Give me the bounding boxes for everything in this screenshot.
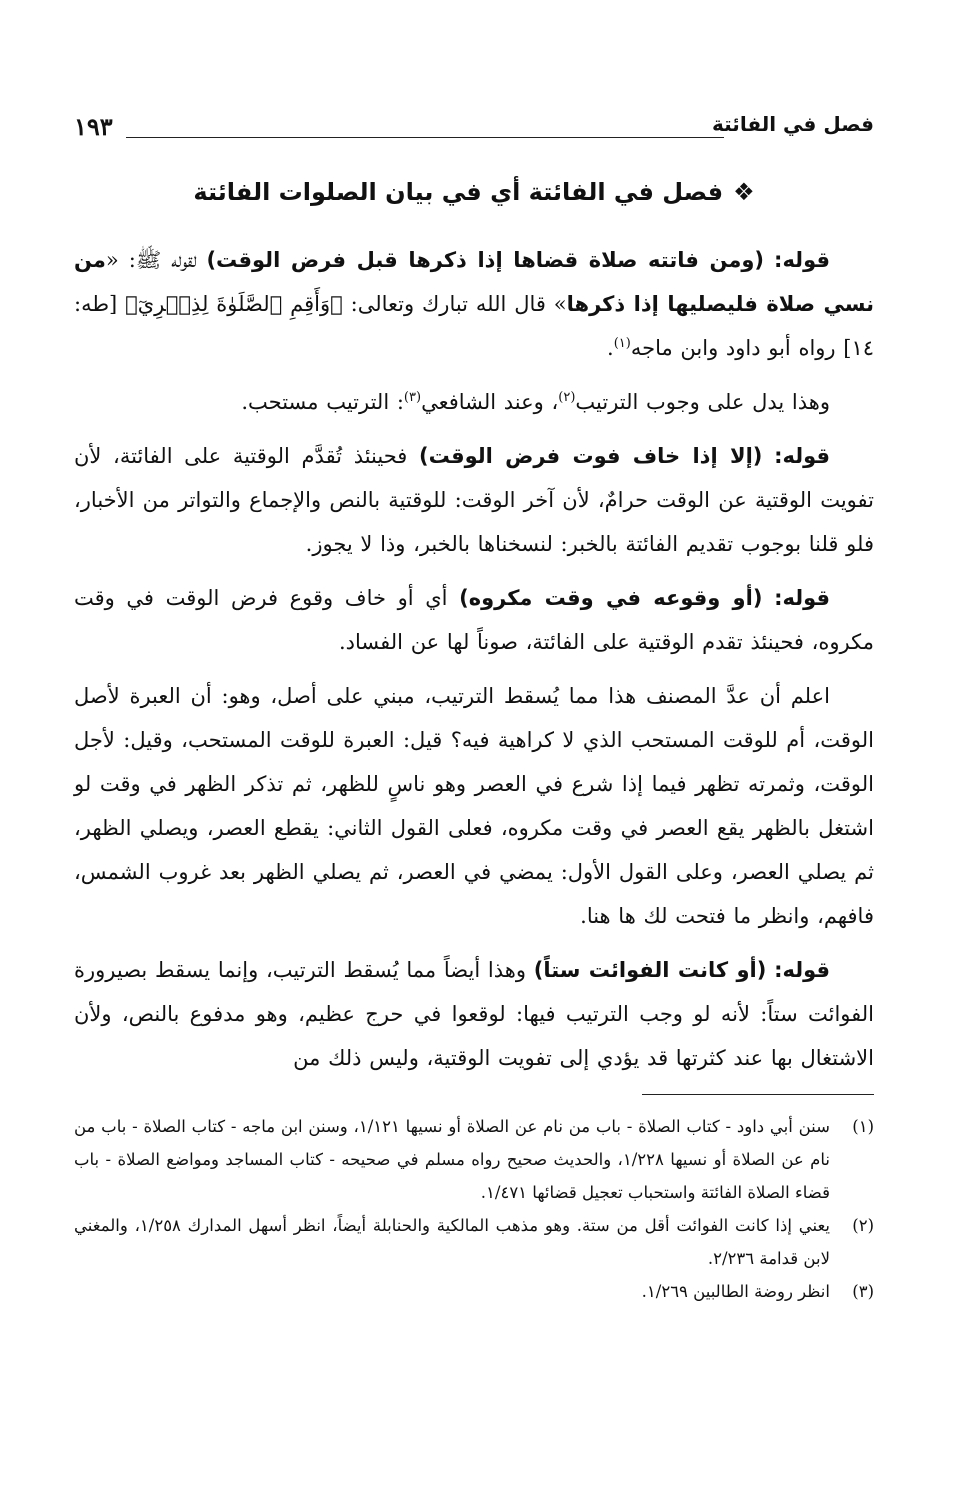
paragraph-3 [74,434,874,566]
paragraph-6 [74,948,874,1080]
footnote-ref[interactable]: (١) [613,336,631,351]
footnote-number: (١) [852,1117,874,1136]
qawluhu-label: قوله: [774,586,830,610]
hadith-text: من نسي صلاة فليصليها إذا ذكرها [74,248,875,316]
running-title: فصل في الفائتة [712,112,874,136]
footnote-text: يعني إذا كانت الفوائت أقل من ستة. وهو مذهب المالكية والحنابلة أيضاً، انظر أسهل المدارك ١/٢٥٨، والمغني لابن قدامة ٢/٢٣٦. [74,1216,830,1268]
paragraph-text: اعلم أن عدَّ المصنف هذا مما يُسقط الترتيب، مبني على أصل، وهو: أن العبرة لأصل الوقت، أم للوقت المستحب الذي لا كراهية فيه؟ قيل: العبرة للوقت المستحب، وقيل: لأجل الوقت، وثمرته تظهر فيما إذا شرع في العصر وهو ناسٍ للظهر، ثم تذكر الظهر في وقت لو اشتغل بالظهر يقع العصر في وقت مكروه، فعلى القول الثاني: يقطع العصر، ويصلي الظهر، ثم يصلي العصر، وعلى القول الأول: يمضي في العصر، ثم يصلي الظهر بعد غروب الشمس، فافهم، وانظر ما فتحت لك ها هنا. [74,684,874,928]
paragraph-text: ، وعند الشافعي [421,390,559,414]
paragraph-5 [74,674,874,938]
qawluhu-label: قوله: [774,958,830,982]
paragraph-text: : الترتيب مستحب. [241,390,404,414]
footnotes [74,1110,874,1308]
running-header [74,112,874,146]
page-number: ١٩٣ [74,112,113,141]
footnote-number: (٢) [852,1216,874,1235]
footnote-number: (٣) [852,1282,874,1301]
matn-quote: (أو وقوعه في وقت مكروه) [459,586,763,610]
paragraph-2 [74,380,874,424]
paragraph-text: فحينئذ تُقدَّم الوقتية على الفائتة، لأن تفويت الوقتية عن الوقت حرامٌ، لأن آخر الوقت: للوقتية بالنص والإجماع والتواتر من الأخبار، فلو قلنا بوجوب تقديم الفائتة بالخبر: لنسخناها بالخبر، وذا لا يجوز. [74,444,874,556]
paragraph-text: أي أو خاف وقوع فرض الوقت في وقت مكروه، فحينئذ تقدم الوقتية على الفائتة، صوناً لها عن الفساد. [74,586,874,654]
footnote-3 [74,1275,874,1308]
header-rule [126,137,724,138]
paragraph-4 [74,576,874,664]
footnote-separator [642,1094,874,1095]
footnote-text: سنن أبي داود - كتاب الصلاة - باب من نام عن الصلاة أو نسيها ١/١٢١، وسنن ابن ماجه - كتاب الصلاة - باب من نام عن الصلاة أو نسيها ١/٢٢٨، والحديث صحيح رواه مسلم في صحيحه - كتاب المساجد ومواضع الصلاة - باب قضاء الصلاة الفائتة واستحباب تعجيل قضائها ١/٤٧١. [74,1117,830,1202]
matn-quote: (ومن فاتته صلاة قضاها إذا ذكرها قبل فرض الوقت) [206,248,765,272]
section-heading [74,178,874,206]
qawluhu-label: قوله: [774,444,830,468]
footnote-ref[interactable]: (٢) [558,390,576,405]
ornament-icon: ❖ [733,178,755,206]
paragraph-text: » قال الله تبارك وتعالى: ﴿وَأَقِمِ ٱلصَّلَوٰةَ لِذِكۡرِيٓ﴾ [طه: ١٤] رواه أبو داود وابن ماجه [74,292,874,360]
paragraph-text: . [607,336,614,360]
footnote-text: انظر روضة الطالبين ١/٢٦٩. [641,1282,830,1301]
matn-quote: (إلا إذا خاف فوت فرض الوقت) [418,444,763,468]
paragraph-1 [74,238,874,370]
qawluhu-label: قوله: [774,248,830,272]
paragraph-text: لقوله ﷺ: « [105,248,207,272]
paragraph-text: وهذا أيضاً مما يُسقط الترتيب، وإنما يسقط بصيرورة الفوائت ستاً: لأنه لو وجب الترتيب فيها: لوقعوا في حرج عظيم، وهو مدفوع بالنص، ولأن الاشتغال بها عند كثرتها قد يؤدي إلى تفويت الوقتية، وليس ذلك من [74,958,874,1070]
main-text [74,238,874,1090]
paragraph-text: وهذا يدل على وجوب الترتيب [575,390,830,414]
footnote-1 [74,1110,874,1209]
section-heading-text: فصل في الفائتة أي في بيان الصلوات الفائتة [193,178,724,206]
footnote-ref[interactable]: (٣) [403,390,422,405]
matn-quote: (أو كانت الفوائت ستاً) [533,958,767,982]
footnote-2 [74,1209,874,1275]
